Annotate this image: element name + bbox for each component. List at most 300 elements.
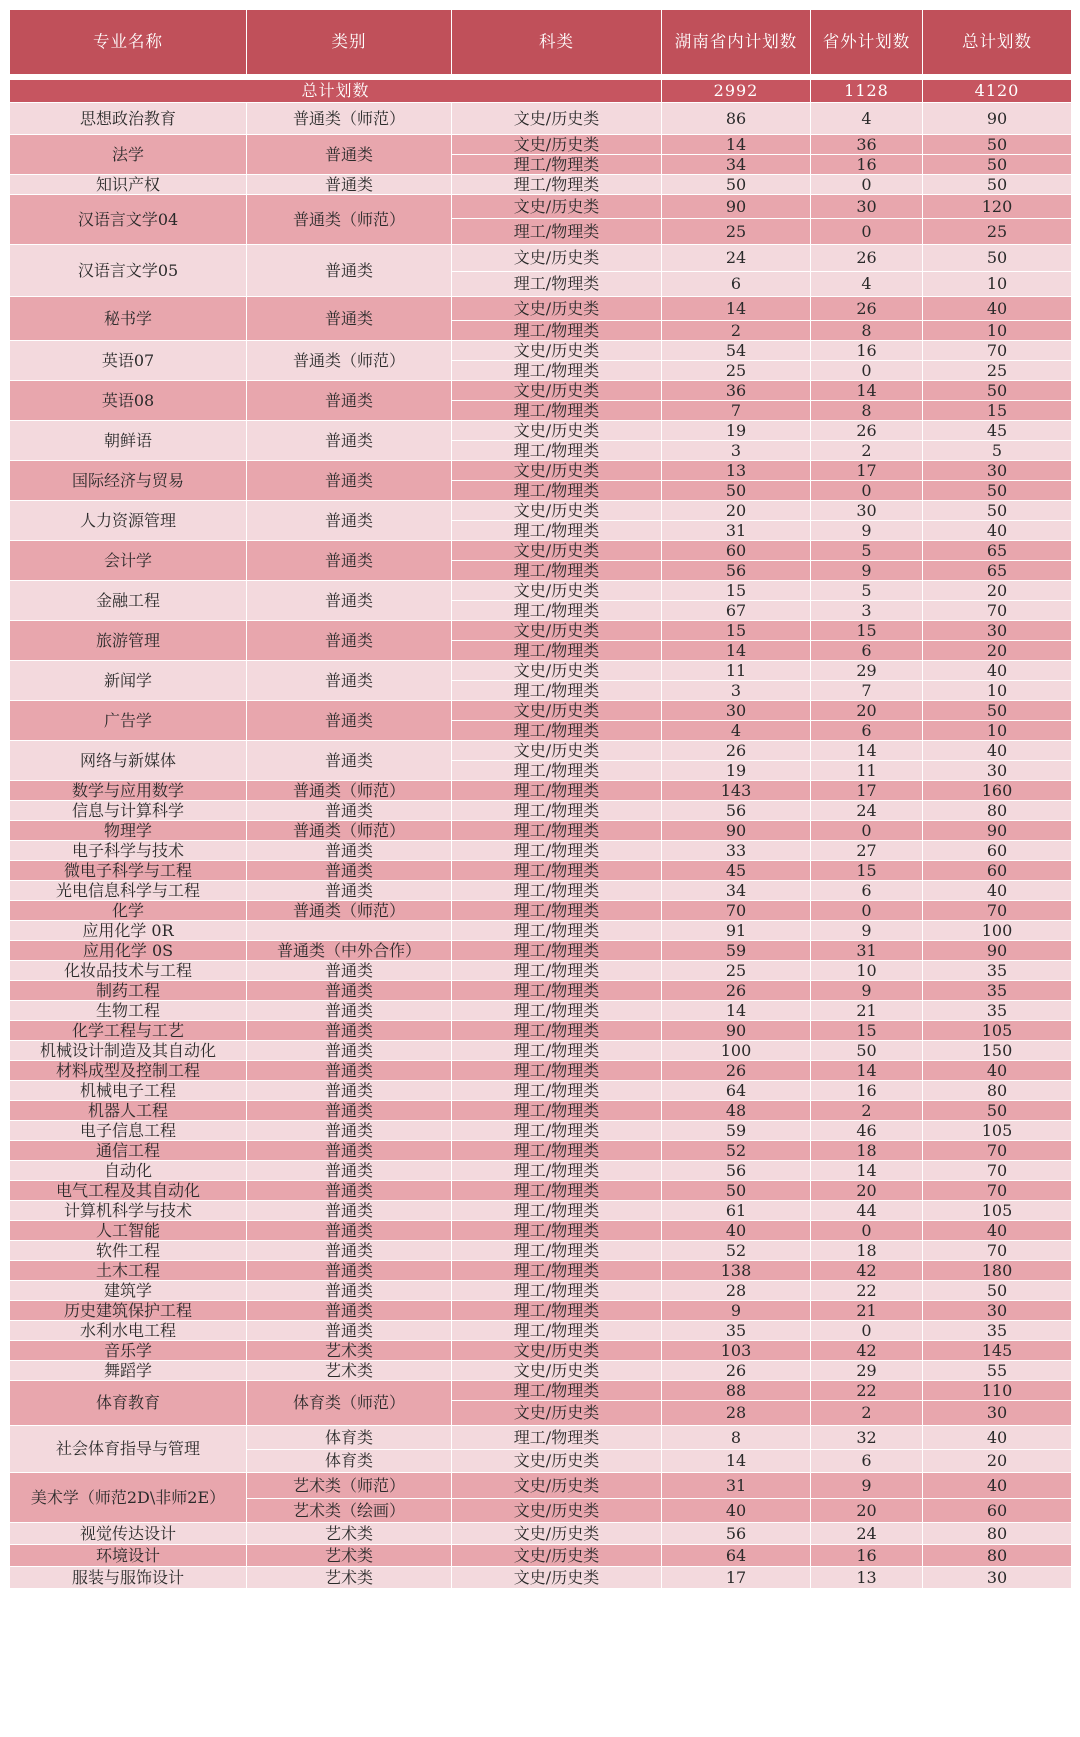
in-province-count: 50 xyxy=(662,175,811,195)
total-count: 30 xyxy=(923,1567,1072,1589)
out-province-count: 26 xyxy=(811,297,923,321)
subject-type: 理工/物理类 xyxy=(452,521,662,541)
table-row xyxy=(10,341,1072,361)
in-province-count: 19 xyxy=(662,761,811,781)
category: 普通类 xyxy=(247,801,452,821)
subject-type: 文史/历史类 xyxy=(452,701,662,721)
table-row xyxy=(10,1261,1072,1281)
subject-type: 理工/物理类 xyxy=(452,841,662,861)
subject-type: 理工/物理类 xyxy=(452,901,662,921)
subject-type: 文史/历史类 xyxy=(452,381,662,401)
subject-type: 文史/历史类 xyxy=(452,341,662,361)
total-count: 90 xyxy=(923,941,1072,961)
category: 普通类 xyxy=(247,961,452,981)
major-name: 新闻学 xyxy=(10,661,247,701)
in-province-count: 56 xyxy=(662,1161,811,1181)
total-count: 70 xyxy=(923,1241,1072,1261)
category: 普通类（师范） xyxy=(247,195,452,245)
category: 普通类 xyxy=(247,1101,452,1121)
total-count: 20 xyxy=(923,641,1072,661)
major-name: 思想政治教育 xyxy=(10,103,247,135)
major-name: 人力资源管理 xyxy=(10,501,247,541)
major-name: 历史建筑保护工程 xyxy=(10,1301,247,1321)
subject-type: 文史/历史类 xyxy=(452,1361,662,1381)
category: 艺术类 xyxy=(247,1523,452,1545)
out-province-count: 9 xyxy=(811,921,923,941)
out-province-count: 6 xyxy=(811,641,923,661)
subject-type: 理工/物理类 xyxy=(452,1061,662,1081)
total-count: 180 xyxy=(923,1261,1072,1281)
out-province-count: 2 xyxy=(811,441,923,461)
in-province-count: 25 xyxy=(662,219,811,245)
total-count: 60 xyxy=(923,1499,1072,1523)
table-row xyxy=(10,1061,1072,1081)
subject-type: 文史/历史类 xyxy=(452,421,662,441)
category: 普通类 xyxy=(247,1081,452,1101)
out-province-count: 26 xyxy=(811,421,923,441)
category: 艺术类 xyxy=(247,1341,452,1361)
table-row xyxy=(10,1301,1072,1321)
total-count: 80 xyxy=(923,1545,1072,1567)
out-province-count: 13 xyxy=(811,1567,923,1589)
in-province-count: 103 xyxy=(662,1341,811,1361)
major-name: 化妆品技术与工程 xyxy=(10,961,247,981)
out-province-count: 2 xyxy=(811,1401,923,1426)
in-province-count: 90 xyxy=(662,195,811,219)
table-row xyxy=(10,1021,1072,1041)
out-province-count: 7 xyxy=(811,681,923,701)
out-province-count: 3 xyxy=(811,601,923,621)
subject-type: 理工/物理类 xyxy=(452,1261,662,1281)
category: 普通类 xyxy=(247,1301,452,1321)
table-row xyxy=(10,961,1072,981)
category: 普通类 xyxy=(247,175,452,195)
table-row xyxy=(10,1545,1072,1567)
total-count: 105 xyxy=(923,1201,1072,1221)
total-count: 35 xyxy=(923,981,1072,1001)
total-count: 30 xyxy=(923,621,1072,641)
in-province-count: 61 xyxy=(662,1201,811,1221)
category: 普通类 xyxy=(247,381,452,421)
in-province-count: 31 xyxy=(662,1473,811,1499)
subject-type: 文史/历史类 xyxy=(452,621,662,641)
major-name: 机器人工程 xyxy=(10,1101,247,1121)
in-province-count: 67 xyxy=(662,601,811,621)
category: 普通类 xyxy=(247,581,452,621)
subject-type: 理工/物理类 xyxy=(452,1161,662,1181)
total-count: 50 xyxy=(923,481,1072,501)
header-out-province: 省外计划数 xyxy=(811,10,923,75)
subject-type: 理工/物理类 xyxy=(452,401,662,421)
out-province-count: 15 xyxy=(811,861,923,881)
in-province-count: 60 xyxy=(662,541,811,561)
major-name: 电子科学与技术 xyxy=(10,841,247,861)
subject-type: 理工/物理类 xyxy=(452,941,662,961)
out-province-count: 16 xyxy=(811,341,923,361)
out-province-count: 8 xyxy=(811,321,923,341)
subject-type: 理工/物理类 xyxy=(452,1321,662,1341)
subject-type: 理工/物理类 xyxy=(452,1181,662,1201)
category: 体育类 xyxy=(247,1450,452,1473)
table-row xyxy=(10,1001,1072,1021)
in-province-count: 48 xyxy=(662,1101,811,1121)
subject-type: 文史/历史类 xyxy=(452,1341,662,1361)
out-province-count: 6 xyxy=(811,1450,923,1473)
in-province-count: 20 xyxy=(662,501,811,521)
category: 普通类 xyxy=(247,297,452,341)
out-province-count: 14 xyxy=(811,1061,923,1081)
major-name: 应用化学 0R xyxy=(10,921,247,941)
table-row xyxy=(10,381,1072,401)
category: 普通类 xyxy=(247,1181,452,1201)
total-count: 70 xyxy=(923,1181,1072,1201)
table-row xyxy=(10,801,1072,821)
table-row xyxy=(10,541,1072,561)
total-count: 80 xyxy=(923,801,1072,821)
total-out-province: 1128 xyxy=(811,80,923,103)
in-province-count: 8 xyxy=(662,1426,811,1450)
subject-type: 文史/历史类 xyxy=(452,245,662,272)
in-province-count: 28 xyxy=(662,1281,811,1301)
table-row xyxy=(10,941,1072,961)
category: 普通类 xyxy=(247,245,452,297)
in-province-count: 64 xyxy=(662,1081,811,1101)
table-row xyxy=(10,841,1072,861)
subject-type: 理工/物理类 xyxy=(452,861,662,881)
table-row xyxy=(10,1341,1072,1361)
category: 普通类 xyxy=(247,461,452,501)
major-name: 视觉传达设计 xyxy=(10,1523,247,1545)
table-row xyxy=(10,1361,1072,1381)
out-province-count: 18 xyxy=(811,1241,923,1261)
out-province-count: 0 xyxy=(811,1321,923,1341)
major-name: 建筑学 xyxy=(10,1281,247,1301)
major-name: 生物工程 xyxy=(10,1001,247,1021)
subject-type: 文史/历史类 xyxy=(452,297,662,321)
enrollment-plan-table xyxy=(9,9,1072,1589)
in-province-count: 14 xyxy=(662,1001,811,1021)
subject-type: 理工/物理类 xyxy=(452,1041,662,1061)
subject-type: 理工/物理类 xyxy=(452,561,662,581)
subject-type: 理工/物理类 xyxy=(452,1101,662,1121)
out-province-count: 9 xyxy=(811,981,923,1001)
total-count: 60 xyxy=(923,841,1072,861)
total-count: 110 xyxy=(923,1381,1072,1401)
table-row xyxy=(10,821,1072,841)
header-major: 专业名称 xyxy=(10,10,247,75)
table-row xyxy=(10,1567,1072,1589)
in-province-count: 19 xyxy=(662,421,811,441)
total-count: 30 xyxy=(923,461,1072,481)
in-province-count: 70 xyxy=(662,901,811,921)
header-row xyxy=(10,10,1072,75)
category: 艺术类 xyxy=(247,1567,452,1589)
major-name: 网络与新媒体 xyxy=(10,741,247,781)
subject-type: 文史/历史类 xyxy=(452,1473,662,1499)
total-count: 150 xyxy=(923,1041,1072,1061)
total-count: 15 xyxy=(923,401,1072,421)
subject-type: 理工/物理类 xyxy=(452,981,662,1001)
in-province-count: 11 xyxy=(662,661,811,681)
total-count: 70 xyxy=(923,601,1072,621)
total-count: 10 xyxy=(923,681,1072,701)
header-in-province: 湖南省内计划数 xyxy=(662,10,811,75)
out-province-count: 22 xyxy=(811,1381,923,1401)
in-province-count: 45 xyxy=(662,861,811,881)
subject-type: 理工/物理类 xyxy=(452,1001,662,1021)
category: 普通类（师范） xyxy=(247,781,452,801)
in-province-count: 14 xyxy=(662,297,811,321)
out-province-count: 20 xyxy=(811,701,923,721)
major-name: 机械电子工程 xyxy=(10,1081,247,1101)
category: 普通类 xyxy=(247,1001,452,1021)
major-name: 朝鲜语 xyxy=(10,421,247,461)
in-province-count: 91 xyxy=(662,921,811,941)
in-province-count: 25 xyxy=(662,961,811,981)
in-province-count: 50 xyxy=(662,481,811,501)
subject-type: 理工/物理类 xyxy=(452,175,662,195)
in-province-count: 100 xyxy=(662,1041,811,1061)
total-count: 65 xyxy=(923,541,1072,561)
major-name: 化学工程与工艺 xyxy=(10,1021,247,1041)
out-province-count: 29 xyxy=(811,1361,923,1381)
major-name: 水利水电工程 xyxy=(10,1321,247,1341)
in-province-count: 26 xyxy=(662,1361,811,1381)
major-name: 人工智能 xyxy=(10,1221,247,1241)
major-name: 秘书学 xyxy=(10,297,247,341)
subject-type: 文史/历史类 xyxy=(452,1545,662,1567)
in-province-count: 15 xyxy=(662,621,811,641)
total-count: 90 xyxy=(923,103,1072,135)
category: 普通类 xyxy=(247,741,452,781)
category: 普通类 xyxy=(247,1281,452,1301)
category: 普通类 xyxy=(247,701,452,741)
table-row xyxy=(10,901,1072,921)
major-name: 会计学 xyxy=(10,541,247,581)
in-province-count: 143 xyxy=(662,781,811,801)
total-count: 70 xyxy=(923,901,1072,921)
subject-type: 理工/物理类 xyxy=(452,681,662,701)
category: 普通类 xyxy=(247,1061,452,1081)
major-name: 英语07 xyxy=(10,341,247,381)
subject-type: 理工/物理类 xyxy=(452,1426,662,1450)
major-name: 电子信息工程 xyxy=(10,1121,247,1141)
major-name: 广告学 xyxy=(10,701,247,741)
total-count: 160 xyxy=(923,781,1072,801)
table-row xyxy=(10,1221,1072,1241)
subject-type: 文史/历史类 xyxy=(452,1450,662,1473)
out-province-count: 5 xyxy=(811,541,923,561)
out-province-count: 11 xyxy=(811,761,923,781)
total-count: 10 xyxy=(923,721,1072,741)
in-province-count: 9 xyxy=(662,1301,811,1321)
category: 普通类 xyxy=(247,841,452,861)
total-count: 35 xyxy=(923,1321,1072,1341)
out-province-count: 9 xyxy=(811,561,923,581)
total-count: 120 xyxy=(923,195,1072,219)
out-province-count: 0 xyxy=(811,821,923,841)
in-province-count: 7 xyxy=(662,401,811,421)
major-name: 知识产权 xyxy=(10,175,247,195)
table-row xyxy=(10,981,1072,1001)
total-count: 100 xyxy=(923,921,1072,941)
major-name: 英语08 xyxy=(10,381,247,421)
in-province-count: 59 xyxy=(662,941,811,961)
total-count: 50 xyxy=(923,501,1072,521)
in-province-count: 4 xyxy=(662,721,811,741)
out-province-count: 14 xyxy=(811,1161,923,1181)
total-count: 30 xyxy=(923,1301,1072,1321)
out-province-count: 6 xyxy=(811,721,923,741)
table-row xyxy=(10,1473,1072,1499)
total-count: 25 xyxy=(923,361,1072,381)
table-row xyxy=(10,621,1072,641)
subject-type: 理工/物理类 xyxy=(452,721,662,741)
table-row xyxy=(10,195,1072,219)
out-province-count: 0 xyxy=(811,481,923,501)
category: 普通类 xyxy=(247,421,452,461)
subject-type: 理工/物理类 xyxy=(452,321,662,341)
major-name: 环境设计 xyxy=(10,1545,247,1567)
table-row xyxy=(10,175,1072,195)
major-name: 应用化学 0S xyxy=(10,941,247,961)
subject-type: 理工/物理类 xyxy=(452,1381,662,1401)
subject-type: 理工/物理类 xyxy=(452,1201,662,1221)
table-row xyxy=(10,1281,1072,1301)
category: 普通类（师范） xyxy=(247,821,452,841)
in-province-count: 26 xyxy=(662,1061,811,1081)
category: 普通类 xyxy=(247,1261,452,1281)
out-province-count: 0 xyxy=(811,175,923,195)
total-count: 40 xyxy=(923,1221,1072,1241)
total-count: 70 xyxy=(923,1141,1072,1161)
category: 普通类 xyxy=(247,661,452,701)
major-name: 光电信息科学与工程 xyxy=(10,881,247,901)
header-total: 总计划数 xyxy=(923,10,1072,75)
out-province-count: 36 xyxy=(811,135,923,155)
out-province-count: 4 xyxy=(811,103,923,135)
table-row xyxy=(10,297,1072,321)
major-name: 材料成型及控制工程 xyxy=(10,1061,247,1081)
category: 艺术类（师范） xyxy=(247,1473,452,1499)
subject-type: 文史/历史类 xyxy=(452,1567,662,1589)
subject-type: 理工/物理类 xyxy=(452,219,662,245)
table-row xyxy=(10,1141,1072,1161)
out-province-count: 46 xyxy=(811,1121,923,1141)
out-province-count: 32 xyxy=(811,1426,923,1450)
subject-type: 文史/历史类 xyxy=(452,501,662,521)
total-count: 40 xyxy=(923,881,1072,901)
table-row xyxy=(10,1041,1072,1061)
table-row xyxy=(10,921,1072,941)
table-row xyxy=(10,1241,1072,1261)
out-province-count: 30 xyxy=(811,195,923,219)
subject-type: 文史/历史类 xyxy=(452,661,662,681)
subject-type: 理工/物理类 xyxy=(452,781,662,801)
total-count: 50 xyxy=(923,245,1072,272)
subject-type: 理工/物理类 xyxy=(452,1221,662,1241)
in-province-count: 59 xyxy=(662,1121,811,1141)
subject-type: 理工/物理类 xyxy=(452,1021,662,1041)
subject-type: 文史/历史类 xyxy=(452,1401,662,1426)
out-province-count: 0 xyxy=(811,219,923,245)
total-count: 30 xyxy=(923,761,1072,781)
total-count: 50 xyxy=(923,1281,1072,1301)
subject-type: 理工/物理类 xyxy=(452,155,662,175)
total-count: 45 xyxy=(923,421,1072,441)
category: 普通类 xyxy=(247,135,452,175)
major-name: 服装与服饰设计 xyxy=(10,1567,247,1589)
total-count: 50 xyxy=(923,175,1072,195)
in-province-count: 30 xyxy=(662,701,811,721)
major-name: 自动化 xyxy=(10,1161,247,1181)
out-province-count: 14 xyxy=(811,741,923,761)
total-count: 35 xyxy=(923,1001,1072,1021)
out-province-count: 30 xyxy=(811,501,923,521)
subject-type: 理工/物理类 xyxy=(452,921,662,941)
subject-type: 理工/物理类 xyxy=(452,821,662,841)
major-name: 美术学（师范2D\非师2E） xyxy=(10,1473,247,1523)
out-province-count: 22 xyxy=(811,1281,923,1301)
out-province-count: 26 xyxy=(811,245,923,272)
table-row xyxy=(10,1081,1072,1101)
table-row xyxy=(10,1181,1072,1201)
category: 普通类 xyxy=(247,1201,452,1221)
out-province-count: 50 xyxy=(811,1041,923,1061)
out-province-count: 21 xyxy=(811,1301,923,1321)
total-count: 20 xyxy=(923,1450,1072,1473)
table-row xyxy=(10,781,1072,801)
in-province-count: 90 xyxy=(662,1021,811,1041)
category: 体育类 xyxy=(247,1426,452,1450)
total-count: 40 xyxy=(923,1426,1072,1450)
total-count: 40 xyxy=(923,521,1072,541)
in-province-count: 40 xyxy=(662,1499,811,1523)
in-province-count: 52 xyxy=(662,1241,811,1261)
total-count: 35 xyxy=(923,961,1072,981)
total-count: 50 xyxy=(923,155,1072,175)
out-province-count: 4 xyxy=(811,272,923,297)
out-province-count: 0 xyxy=(811,1221,923,1241)
category: 普通类 xyxy=(247,861,452,881)
category: 体育类（师范） xyxy=(247,1381,452,1426)
out-province-count: 20 xyxy=(811,1181,923,1201)
subject-type: 理工/物理类 xyxy=(452,881,662,901)
subject-type: 理工/物理类 xyxy=(452,1241,662,1261)
total-count: 70 xyxy=(923,341,1072,361)
total-count: 40 xyxy=(923,1473,1072,1499)
major-name: 微电子科学与工程 xyxy=(10,861,247,881)
category: 普通类（师范） xyxy=(247,103,452,135)
category: 普通类 xyxy=(247,881,452,901)
table-row xyxy=(10,581,1072,601)
in-province-count: 31 xyxy=(662,521,811,541)
total-count: 40 xyxy=(923,741,1072,761)
category: 普通类（师范） xyxy=(247,341,452,381)
out-province-count: 6 xyxy=(811,881,923,901)
category: 艺术类 xyxy=(247,1361,452,1381)
in-province-count: 14 xyxy=(662,135,811,155)
total-total: 4120 xyxy=(923,80,1072,103)
major-name: 化学 xyxy=(10,901,247,921)
in-province-count: 25 xyxy=(662,361,811,381)
in-province-count: 24 xyxy=(662,245,811,272)
total-count: 50 xyxy=(923,381,1072,401)
table-row xyxy=(10,1381,1072,1401)
in-province-count: 15 xyxy=(662,581,811,601)
total-count: 60 xyxy=(923,861,1072,881)
subject-type: 理工/物理类 xyxy=(452,641,662,661)
